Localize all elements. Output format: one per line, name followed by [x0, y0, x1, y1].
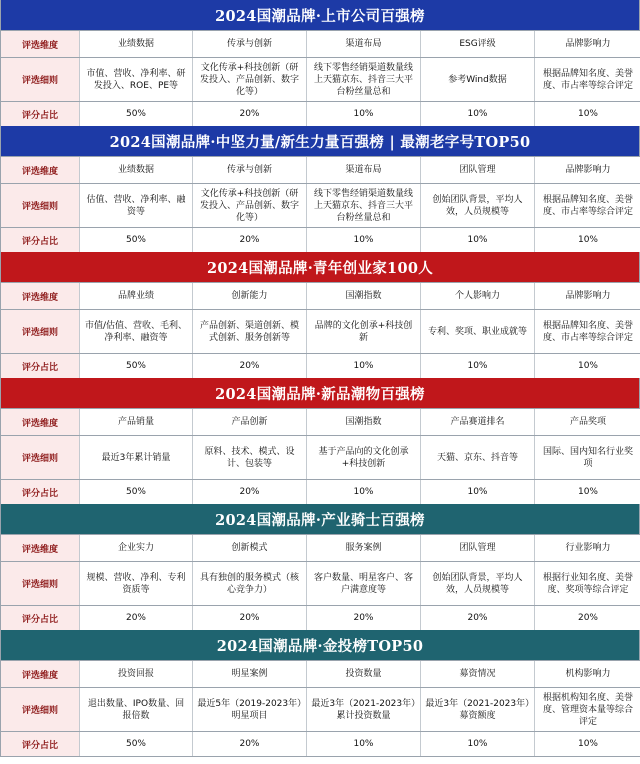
dimension-cell: 创新能力 — [192, 283, 306, 309]
detail-row — [1, 687, 639, 731]
weight-cell: 50% — [79, 102, 192, 126]
weight-cell: 50% — [79, 732, 192, 756]
weight-cell: 20% — [420, 606, 534, 630]
weight-row — [1, 353, 639, 378]
ranking-block — [0, 0, 640, 126]
detail-cell: 根据品牌知名度、美誉度、市占率等综合评定 — [534, 310, 640, 353]
dimension-row — [1, 30, 639, 57]
detail-cell: 市值、营收、净利率、研发投入、ROE、PE等 — [79, 58, 192, 101]
dimension-row — [1, 660, 639, 687]
ranking-block — [0, 252, 640, 378]
detail-cell: 具有独创的服务模式（核心竞争力） — [192, 562, 306, 605]
dimension-cell: 企业实力 — [79, 535, 192, 561]
ranking-block — [0, 504, 640, 630]
row-label: 评分占比 — [1, 480, 79, 504]
weight-cell: 10% — [306, 732, 420, 756]
dimension-cell: 传承与创新 — [192, 31, 306, 57]
detail-cell: 线下零售经销渠道数量线上天猫京东、抖音三大平台粉丝量总和 — [306, 184, 420, 227]
row-label: 评分占比 — [1, 102, 79, 126]
weight-cell: 10% — [420, 480, 534, 504]
detail-cell: 根据行业知名度、美誉度、奖项等综合评定 — [534, 562, 640, 605]
detail-cell: 根据机构知名度、美誉度、管理资本量等综合评定 — [534, 688, 640, 731]
dimension-cell: 业绩数据 — [79, 31, 192, 57]
detail-cell: 文化传承+科技创新（研发投入、产品创新、数字化等） — [192, 184, 306, 227]
weight-cell: 10% — [420, 732, 534, 756]
detail-cell: 参考Wind数据 — [420, 58, 534, 101]
weight-cell: 20% — [306, 606, 420, 630]
weight-cell: 50% — [79, 354, 192, 378]
weight-cell: 10% — [534, 354, 640, 378]
dimension-row — [1, 282, 639, 309]
dimension-cell: 服务案例 — [306, 535, 420, 561]
weight-cell: 10% — [306, 228, 420, 252]
weight-row — [1, 605, 639, 630]
block-title: 2024国潮品牌·中坚力量/新生力量百强榜 | 最潮老字号TOP50 — [1, 126, 639, 156]
detail-cell: 根据品牌知名度、美誉度、市占率等综合评定 — [534, 184, 640, 227]
detail-cell: 创始团队背景，平均人效，人员规模等 — [420, 184, 534, 227]
dimension-cell: 国潮指数 — [306, 283, 420, 309]
dimension-cell: 品牌影响力 — [534, 157, 640, 183]
weight-row — [1, 227, 639, 252]
dimension-row — [1, 156, 639, 183]
weight-cell: 10% — [534, 228, 640, 252]
weight-cell: 20% — [192, 354, 306, 378]
detail-cell: 根据品牌知名度、美誉度、市占率等综合评定 — [534, 58, 640, 101]
weight-cell: 10% — [534, 732, 640, 756]
detail-cell: 原料、技术、模式、设计、包装等 — [192, 436, 306, 479]
weight-cell: 10% — [420, 354, 534, 378]
weight-cell: 10% — [306, 102, 420, 126]
detail-cell: 规模、营收、净利、专利资质等 — [79, 562, 192, 605]
weight-cell: 20% — [192, 228, 306, 252]
dimension-row — [1, 408, 639, 435]
detail-cell: 品牌的文化创承+科技创新 — [306, 310, 420, 353]
detail-cell: 退出数量、IPO数量、回报倍数 — [79, 688, 192, 731]
dimension-cell: 产品创新 — [192, 409, 306, 435]
row-label: 评选维度 — [1, 283, 79, 309]
detail-cell: 国际、国内知名行业奖项 — [534, 436, 640, 479]
dimension-cell: 募资情况 — [420, 661, 534, 687]
row-label: 评选维度 — [1, 535, 79, 561]
row-label: 评选细则 — [1, 562, 79, 605]
weight-cell: 10% — [420, 228, 534, 252]
detail-cell: 市值/估值、营收、毛利、净利率、融资等 — [79, 310, 192, 353]
dimension-cell: 传承与创新 — [192, 157, 306, 183]
row-label: 评选维度 — [1, 661, 79, 687]
dimension-cell: 品牌业绩 — [79, 283, 192, 309]
dimension-cell: 投资回报 — [79, 661, 192, 687]
dimension-cell: 投资数量 — [306, 661, 420, 687]
dimension-cell: 品牌影响力 — [534, 31, 640, 57]
detail-cell: 产品创新、渠道创新、模式创新、服务创新等 — [192, 310, 306, 353]
dimension-cell: 创新模式 — [192, 535, 306, 561]
ranking-block — [0, 126, 640, 252]
detail-cell: 基于产品向的文化创承+科技创新 — [306, 436, 420, 479]
detail-cell: 专利、奖项、职业成就等 — [420, 310, 534, 353]
weight-cell: 20% — [192, 732, 306, 756]
detail-row — [1, 57, 639, 101]
weight-cell: 20% — [534, 606, 640, 630]
detail-cell: 线下零售经销渠道数量线上天猫京东、抖音三大平台粉丝量总和 — [306, 58, 420, 101]
weight-cell: 10% — [534, 480, 640, 504]
row-label: 评选细则 — [1, 688, 79, 731]
weight-cell: 20% — [192, 102, 306, 126]
ranking-block — [0, 378, 640, 504]
weight-cell: 10% — [534, 102, 640, 126]
dimension-cell: 产品赛道排名 — [420, 409, 534, 435]
dimension-cell: 渠道布局 — [306, 31, 420, 57]
detail-cell: 客户数量、明星客户、客户满意度等 — [306, 562, 420, 605]
dimension-row — [1, 534, 639, 561]
row-label: 评分占比 — [1, 354, 79, 378]
dimension-cell: 行业影响力 — [534, 535, 640, 561]
weight-row — [1, 731, 639, 756]
weight-row — [1, 101, 639, 126]
row-label: 评选细则 — [1, 310, 79, 353]
dimension-cell: 团队管理 — [420, 535, 534, 561]
detail-cell: 最近3年（2021-2023年）累计投资数量 — [306, 688, 420, 731]
dimension-cell: 产品销量 — [79, 409, 192, 435]
dimension-cell: 机构影响力 — [534, 661, 640, 687]
weight-cell: 10% — [306, 480, 420, 504]
block-title: 2024国潮品牌·产业骑士百强榜 — [1, 504, 639, 534]
weight-cell: 50% — [79, 480, 192, 504]
detail-row — [1, 183, 639, 227]
detail-cell: 最近3年（2021-2023年）募资额度 — [420, 688, 534, 731]
row-label: 评分占比 — [1, 732, 79, 756]
dimension-cell: 业绩数据 — [79, 157, 192, 183]
detail-cell: 创始团队背景，平均人效，人员规模等 — [420, 562, 534, 605]
dimension-cell: 团队管理 — [420, 157, 534, 183]
detail-cell: 最近3年累计销量 — [79, 436, 192, 479]
weight-cell: 20% — [79, 606, 192, 630]
dimension-cell: 明星案例 — [192, 661, 306, 687]
weight-cell: 20% — [192, 480, 306, 504]
dimension-cell: 国潮指数 — [306, 409, 420, 435]
weight-row — [1, 479, 639, 504]
block-title: 2024国潮品牌·上市公司百强榜 — [1, 0, 639, 30]
dimension-cell: 品牌影响力 — [534, 283, 640, 309]
dimension-cell: 渠道布局 — [306, 157, 420, 183]
detail-row — [1, 435, 639, 479]
dimension-cell: ESG评级 — [420, 31, 534, 57]
weight-cell: 10% — [420, 102, 534, 126]
row-label: 评分占比 — [1, 606, 79, 630]
row-label: 评选维度 — [1, 157, 79, 183]
ranking-block — [0, 630, 640, 757]
detail-cell: 估值、营收、净利率、融资等 — [79, 184, 192, 227]
row-label: 评选细则 — [1, 58, 79, 101]
row-label: 评选维度 — [1, 409, 79, 435]
row-label: 评分占比 — [1, 228, 79, 252]
detail-cell: 天猫、京东、抖音等 — [420, 436, 534, 479]
block-title: 2024国潮品牌·新品潮物百强榜 — [1, 378, 639, 408]
weight-cell: 50% — [79, 228, 192, 252]
block-title: 2024国潮品牌·金投榜TOP50 — [1, 630, 639, 660]
detail-row — [1, 561, 639, 605]
dimension-cell: 个人影响力 — [420, 283, 534, 309]
row-label: 评选细则 — [1, 184, 79, 227]
row-label: 评选维度 — [1, 31, 79, 57]
row-label: 评选细则 — [1, 436, 79, 479]
weight-cell: 10% — [306, 354, 420, 378]
block-title: 2024国潮品牌·青年创业家100人 — [1, 252, 639, 282]
dimension-cell: 产品奖项 — [534, 409, 640, 435]
detail-cell: 文化传承+科技创新（研发投入、产品创新、数字化等） — [192, 58, 306, 101]
weight-cell: 20% — [192, 606, 306, 630]
detail-cell: 最近5年（2019-2023年）明星项目 — [192, 688, 306, 731]
detail-row — [1, 309, 639, 353]
